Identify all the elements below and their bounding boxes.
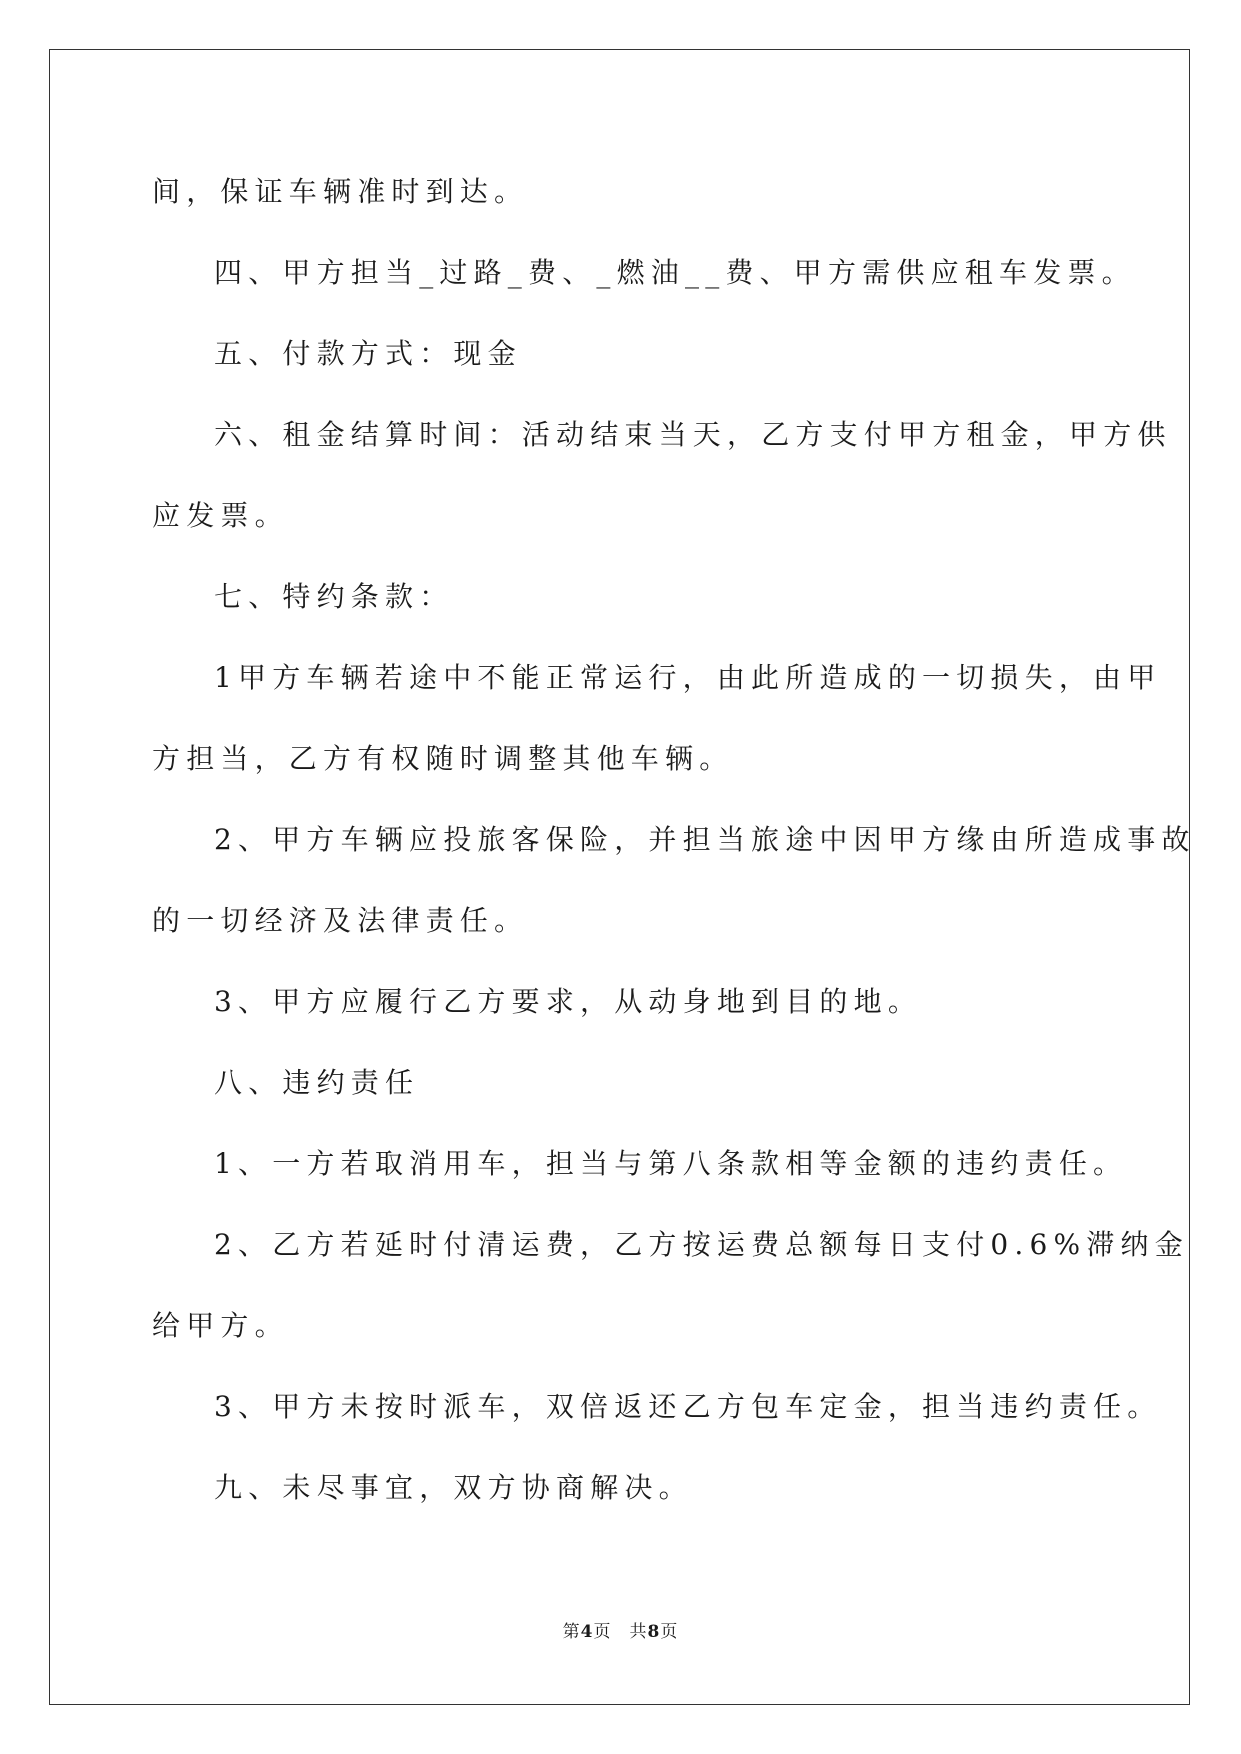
total-pages-suffix: 页 xyxy=(660,1622,679,1642)
text-line: 3、甲方应履行乙方要求，从动身地到目的地。 xyxy=(214,985,923,1018)
page-border xyxy=(49,49,1190,1705)
text-line: 给甲方。 xyxy=(152,1309,289,1342)
page-footer xyxy=(0,1620,1241,1644)
text-line: 四、甲方担当_过路_费、_燃油__费、甲方需供应租车发票。 xyxy=(214,256,1136,289)
total-pages-prefix: 共 xyxy=(629,1622,648,1642)
text-line: 应发票。 xyxy=(152,499,289,532)
text-line: 五、付款方式：现金 xyxy=(214,337,522,370)
text-line: 1、一方若取消用车，担当与第八条款相等金额的违约责任。 xyxy=(214,1147,1128,1180)
page-number-suffix: 页 xyxy=(593,1622,612,1642)
page-number-prefix: 第 xyxy=(562,1622,581,1642)
current-page-number: 4 xyxy=(580,1622,594,1642)
text-line: 七、特约条款： xyxy=(214,580,454,613)
total-pages-number: 8 xyxy=(647,1622,661,1642)
text-line: 1甲方车辆若途中不能正常运行，由此所造成的一切损失，由甲 xyxy=(214,661,1162,694)
text-line: 3、甲方未按时派车，双倍返还乙方包车定金，担当违约责任。 xyxy=(214,1390,1162,1423)
text-line: 六、租金结算时间：活动结束当天，乙方支付甲方租金，甲方供 xyxy=(214,418,1172,451)
text-line: 八、违约责任 xyxy=(214,1066,420,1099)
text-line: 的一切经济及法律责任。 xyxy=(152,904,529,937)
text-line: 2、乙方若延时付清运费，乙方按运费总额每日支付0.6%滞纳金 xyxy=(214,1228,1189,1261)
text-line: 方担当，乙方有权随时调整其他车辆。 xyxy=(152,742,734,775)
text-line: 九、未尽事宜，双方协商解决。 xyxy=(214,1471,693,1504)
text-line: 2、甲方车辆应投旅客保险，并担当旅途中因甲方缘由所造成事故 xyxy=(214,823,1196,856)
text-line: 间，保证车辆准时到达。 xyxy=(152,175,529,208)
